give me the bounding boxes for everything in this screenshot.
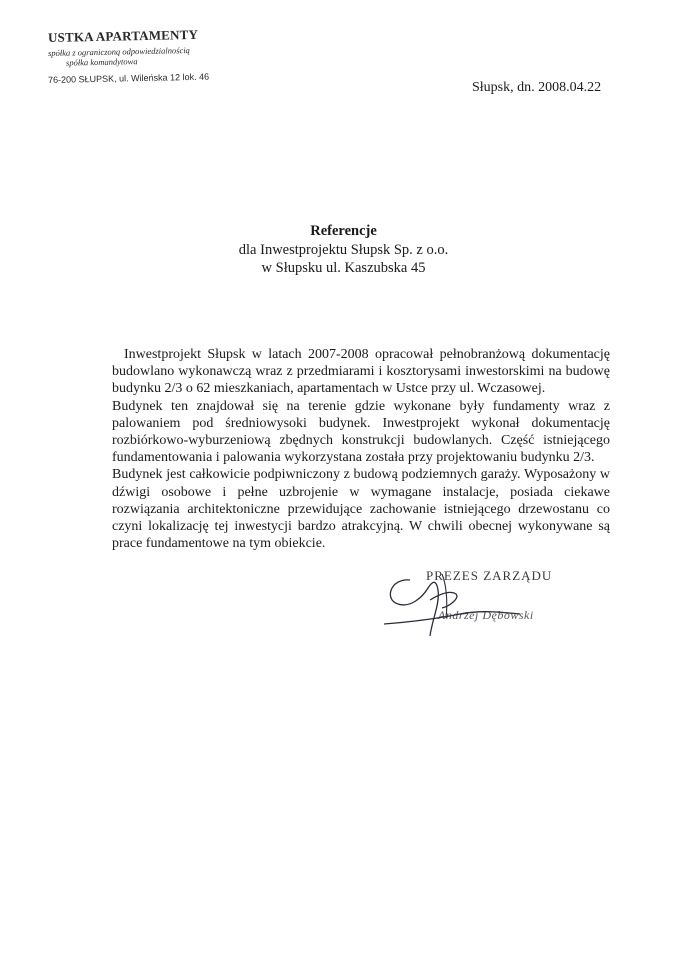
company-legal-form: spółka z ograniczoną odpowiedzialnością xyxy=(47,45,190,58)
body-paragraph: Inwestprojekt Słupsk w latach 2007-2008 opracował pełnobranżową dokumentację budowlano wykonawczą wraz z przedmiarami i kosztorysami inwestorskimi na budowę budynku 2/3 o 62 mieszkaniach, apartamentach w Ustce przy ul. Wczasowej. xyxy=(112,347,610,397)
signature-stamp xyxy=(380,560,580,650)
handwritten-signature xyxy=(380,560,580,650)
company-address: 76-200 SŁUPSK, ul. Wileńska 12 lok. 46 xyxy=(47,71,210,85)
body-paragraph: Budynek ten znajdował się na terenie gdzie wykonane były fundamenty wraz z palowaniem pod średniowysoki budynek. Inwestprojekt wykonał dokumentację rozbiórkowo-wyburzeniową zbędnych konstrukcji budowlanych. Część istniejącego fundamentowania i palowania wykorzystana została przy projektowaniu budynku 2/3. xyxy=(112,398,610,466)
letter-body xyxy=(112,346,610,552)
signature-stamp-title: PREZES ZARZĄDU xyxy=(426,568,553,583)
company-stamp xyxy=(47,26,258,85)
company-name: USTKA APARTAMENTY xyxy=(47,26,199,45)
place-and-date: Słupsk, dn. 2008.04.22 xyxy=(472,80,602,95)
body-paragraph: Budynek jest całkowicie podpiwniczony z budową podziemnych garaży. Wyposażony w dźwigi osobowe i pełne uzbrojenie w wymagane instalacje, posiada ciekawe rozwiązania architektoniczne przewidujące zachowanie istniejącego drzewostanu co czyni lokalizację tej inwestycji bardzo atrakcyjną. W chwili obecnej wykonywane są prace fundamentowe na tym obiekcie. xyxy=(112,467,610,552)
letter-title: Referencje xyxy=(310,223,377,239)
recipient-address: w Słupsku ul. Kaszubska 45 xyxy=(261,260,426,276)
letter-heading xyxy=(0,222,687,278)
company-legal-form-2: spółka komandytowa xyxy=(65,56,138,68)
recipient-line: dla Inwestprojektu Słupsk Sp. z o.o. xyxy=(238,241,449,258)
signature-stamp-name: Andrzej Dębowski xyxy=(438,608,534,622)
